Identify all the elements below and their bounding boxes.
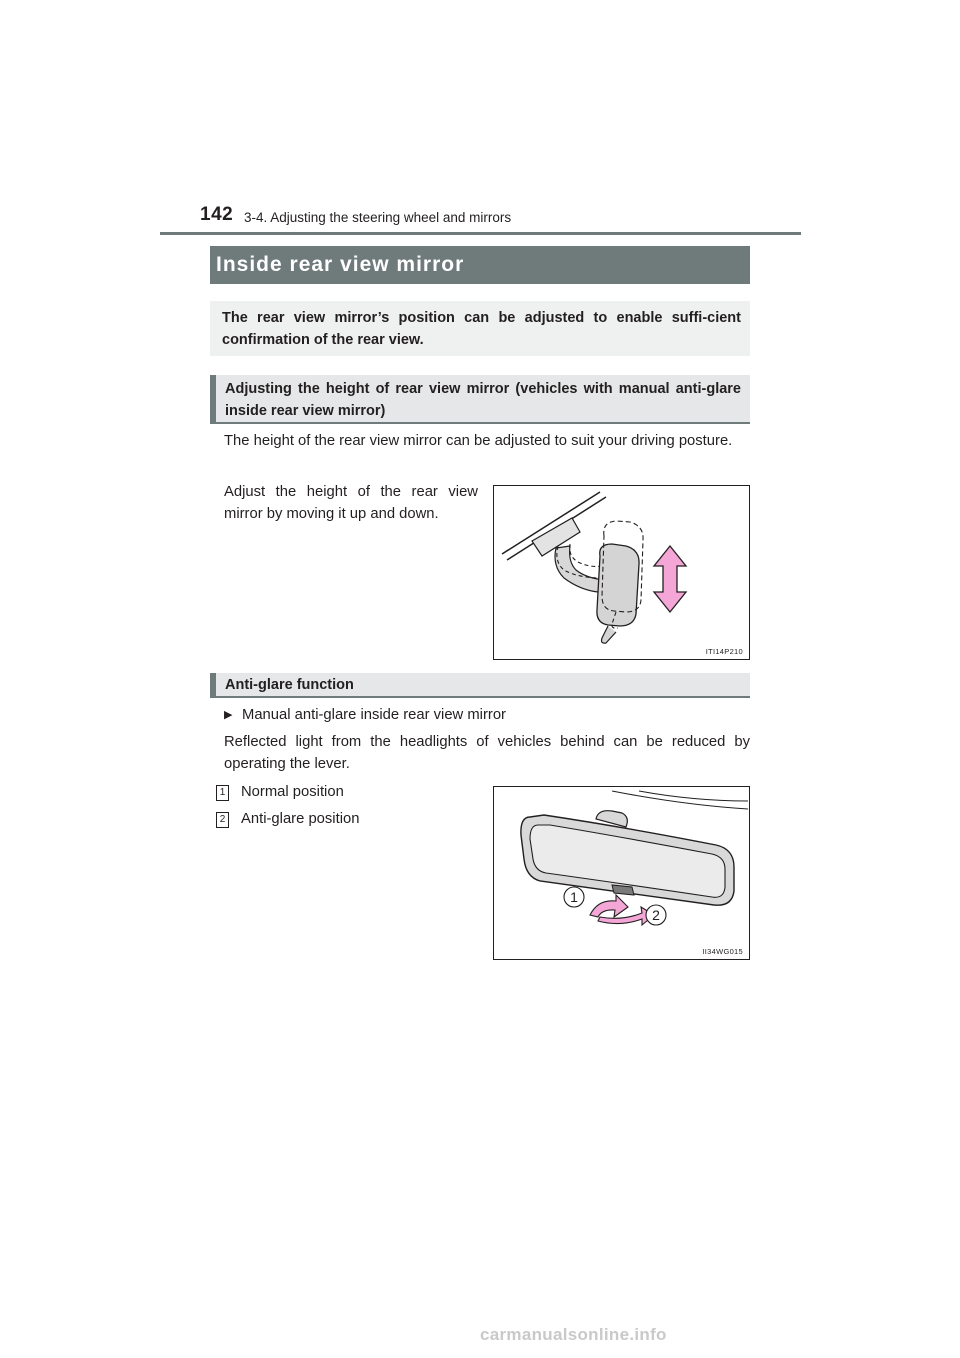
anti-glare-bullet <box>224 704 750 726</box>
figure-code: ITI14P210 <box>705 647 743 656</box>
intro-text: The rear view mirror’s position can be adjusted to enable suffi-cient confirmation of the rear view. <box>210 301 750 356</box>
height-adjust-paragraph: The height of the rear view mirror can be adjusted to suit your driving posture. <box>224 433 733 449</box>
height-adjust-heading: Adjusting the height of rear view mirror (vehicles with manual anti-glare inside rear view mirror) <box>210 375 750 424</box>
anti-glare-heading: Anti-glare function <box>210 673 750 698</box>
mirror-height-illustration <box>494 486 751 661</box>
bullet-triangle-icon: ▶ <box>224 709 233 721</box>
item-label: Anti-glare position <box>241 811 360 827</box>
anti-glare-figure <box>493 786 750 960</box>
item-label: Normal position <box>241 784 344 800</box>
mirror-height-figure <box>493 485 750 660</box>
list-item <box>216 781 476 803</box>
anti-glare-illustration <box>494 787 751 961</box>
item-number-badge: 1 <box>216 785 229 801</box>
page-number: 142 <box>200 204 234 225</box>
watermark: carmanualsonline.info <box>480 1325 667 1344</box>
anti-glare-paragraph: Reflected light from the headlights of vehicles behind can be reduced by operating the lever. <box>224 734 750 772</box>
figure-code: II34WG015 <box>702 947 743 956</box>
chapter-title: 3-4. Adjusting the steering wheel and mirrors <box>244 210 512 225</box>
section-title: Inside rear view mirror <box>210 246 750 284</box>
header-divider <box>160 232 801 235</box>
callout-2-label: 2 <box>652 907 660 923</box>
list-item <box>216 808 476 830</box>
anti-glare-bullet-text: Manual anti-glare inside rear view mirror <box>242 707 506 723</box>
callout-1-label: 1 <box>570 889 578 905</box>
height-adjust-instruction: Adjust the height of the rear view mirror by moving it up and down. <box>224 484 478 522</box>
item-number-badge: 2 <box>216 812 229 828</box>
